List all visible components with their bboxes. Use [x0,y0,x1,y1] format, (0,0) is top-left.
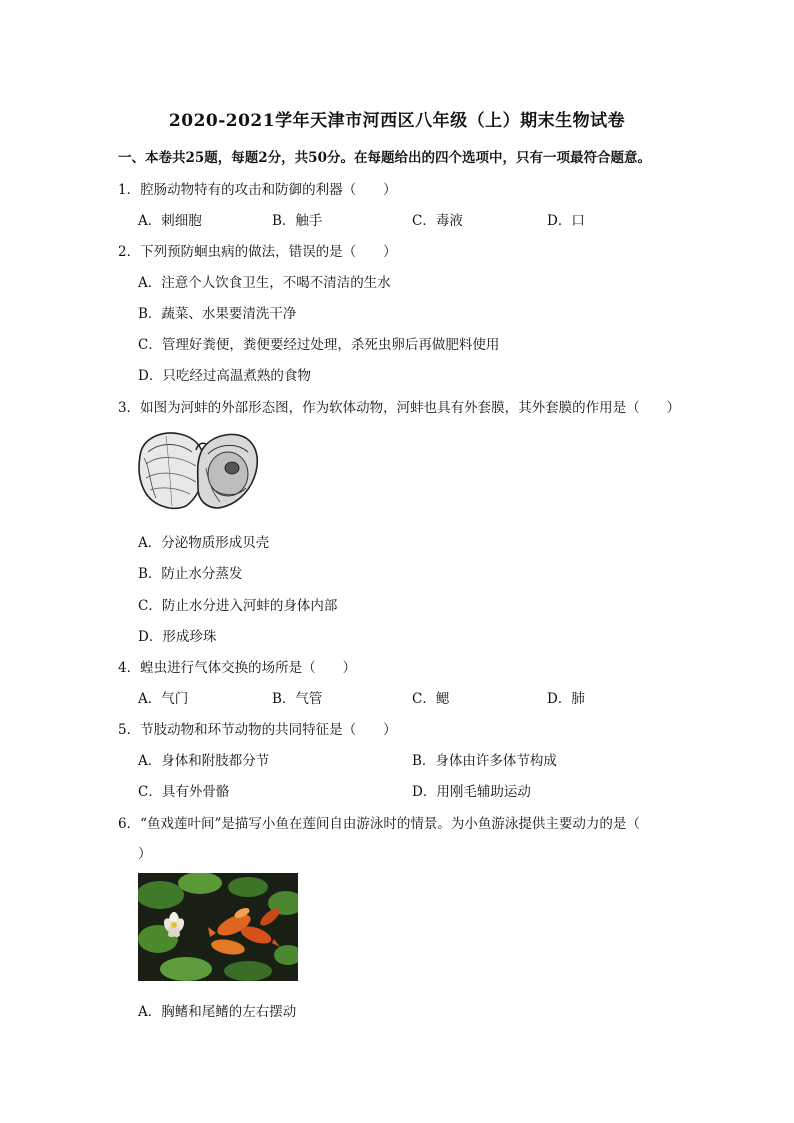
q5-option-b: B．身体由许多体节构成 [412,753,557,769]
section-header: 一、本卷共25题，每题2分，共50分。在每题给出的四个选项中，只有一项最符合题意。 [118,150,651,166]
question-6-cont: ） [138,846,152,862]
question-6: 6．“鱼戏莲叶间”是描写小鱼在莲间自由游泳时的情景。为小鱼游泳提供主要动力的是（ [118,816,640,832]
q2-option-c: C．管理好粪便，粪便要经过处理，杀死虫卵后再做肥料使用 [138,337,500,353]
q4-option-a: A．气门 [138,691,189,707]
q2-option-d: D．只吃经过高温煮熟的食物 [138,368,311,384]
question-3: 3．如图为河蚌的外部形态图，作为软体动物，河蚌也具有外套膜，其外套膜的作用是（ ） [118,400,681,416]
q1-option-a: A．刺细胞 [138,213,202,229]
page-title: 2020-2021学年天津市河西区八年级（上）期末生物试卷 [168,111,626,131]
q3-option-b: B．防止水分蒸发 [138,566,243,582]
mussel-image [136,428,260,512]
fish-lotus-photo [138,873,298,981]
q1-option-d: D．口 [547,213,585,229]
question-4: 4．蝗虫进行气体交换的场所是（ ） [118,660,357,676]
q5-option-c: C．具有外骨骼 [138,784,230,800]
q4-option-c: C．鳃 [412,691,450,707]
q6-option-a: A．胸鳍和尾鳍的左右摆动 [138,1004,297,1020]
mussel-illustration [136,428,260,512]
q3-option-d: D．形成珍珠 [138,629,217,645]
q1-option-b: B．触手 [272,213,323,229]
q1-option-c: C．毒液 [412,213,463,229]
fish-lotus-image [138,873,298,981]
question-2: 2．下列预防蛔虫病的做法，错误的是（ ） [118,244,397,260]
q2-option-a: A．注意个人饮食卫生，不喝不清洁的生水 [138,275,391,291]
q4-option-d: D．肺 [547,691,585,707]
q5-option-a: A．身体和附肢都分节 [138,753,270,769]
q3-option-c: C．防止水分进入河蚌的身体内部 [138,598,338,614]
q3-option-a: A．分泌物质形成贝壳 [138,535,270,551]
q4-option-b: B．气管 [272,691,323,707]
q2-option-b: B．蔬菜、水果要清洗干净 [138,306,297,322]
question-1: 1．腔肠动物特有的攻击和防御的利器（ ） [118,182,397,198]
q5-option-d: D．用刚毛辅助运动 [412,784,531,800]
question-5: 5．节肢动物和环节动物的共同特征是（ ） [118,722,397,738]
